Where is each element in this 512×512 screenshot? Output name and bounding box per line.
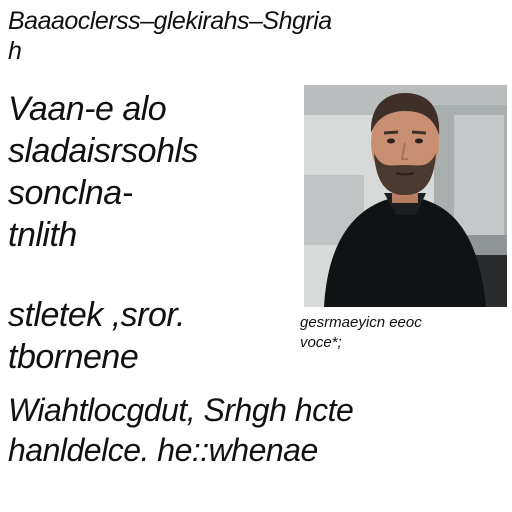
left-eye	[387, 139, 395, 144]
footer-paragraph	[8, 390, 504, 470]
middle-line-1: stletek ,sror.	[8, 296, 185, 334]
chef-portrait-illustration	[304, 85, 507, 307]
lead-line-2: sladaisrsohls	[8, 132, 199, 170]
middle-paragraph	[8, 294, 298, 378]
lead-line-4: tnlith	[8, 216, 77, 254]
caption-line-1: gesrmaeyicn eeoc	[300, 314, 422, 331]
footer-line-2: hanldelce. he::whenae	[8, 432, 318, 468]
left-eyebrow	[384, 132, 398, 133]
article-headline	[8, 6, 504, 66]
chef-photo	[304, 85, 507, 307]
caption-line-2: voce*;	[300, 334, 342, 351]
right-eye	[415, 139, 423, 144]
right-eyebrow	[412, 132, 426, 133]
photo-caption	[300, 313, 508, 353]
footer-line-1: Wiahtlocgdut, Srhgh hcte	[8, 392, 354, 428]
headline-line-1: Baaaoclerss–glekirahs–Shgria	[8, 7, 332, 35]
lead-line-1: Vaan-e alo	[8, 90, 167, 128]
lead-line-3: sonclna-	[8, 174, 133, 212]
middle-line-2: tbornene	[8, 338, 139, 376]
lead-paragraph	[8, 88, 298, 256]
headline-line-2: h	[8, 37, 22, 65]
